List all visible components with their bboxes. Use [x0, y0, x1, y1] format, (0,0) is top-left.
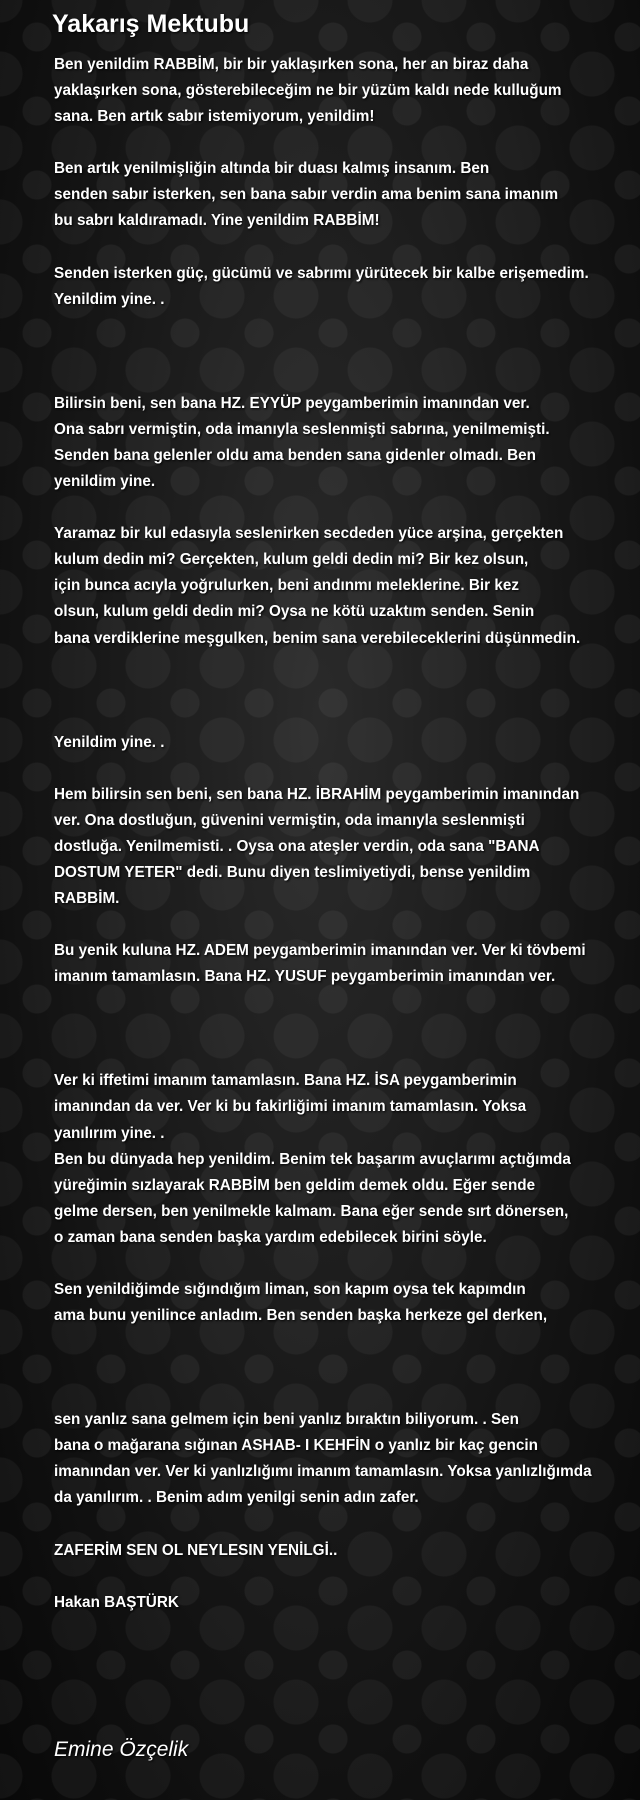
poem-stanza: Ben yenildim RABBİM, bir bir yaklaşırken sona, her an biraz daha yaklaşırken sona, gösterebileceğim ne bir yüzüm kaldı nede kulluğum sana. Ben artık sabır istemiyorum, yenildim! — [54, 56, 562, 126]
poem-stanza: Yaramaz bir kul edasıyla seslenirken secdeden yüce arşina, gerçekten kulum dedin mi? Gerçekten, kulum geldi dedin mi? Bir kez olsun, için bunca acıyla yoğrulurken, beni andınmı meleklerine. Bir kez olsun, kulum geldi dedin mi? Oysa ne kötü uzaktım senden. Senin bana verdiklerine meşgulken, benim sana verebileceklerini düşünmedin. — [54, 525, 581, 647]
poem-stanza: sen yanlız sana gelmem için beni yanlız bıraktın biliyorum. . Sen bana o mağarana sığınan ASHAB- I KEHFİN o yanlız bir kaç gencin imanından ver. Ver ki yanlızlığımı imanım tamamlasın. Yoksa yanlızlığımda da yanılırım. . Benim adım yenilgi senin adın zafer. — [54, 1411, 592, 1507]
stanza-gap — [54, 756, 634, 782]
stanza-gap — [54, 235, 634, 261]
poem-author: Hakan BAŞTÜRK — [54, 1593, 179, 1611]
stanza-gap — [54, 1329, 634, 1407]
poem-closing-line: ZAFERİM SEN OL NEYLESIN YENİLGİ.. — [54, 1541, 338, 1559]
poem-stanza: Ver ki iffetimi imanım tamamlasın. Bana HZ. İSA peygamberimin imanından da ver. Ver ki bu fakirliğimi imanım tamamlasın. Yoksa yanılırım yine. . Ben bu dünyada hep yenildim. Benim tek başarım avuçlarımı açtığımda yüreğimin sızlayarak RABBİM ben geldim demek oldu. Eğer sende gelme dersen, ben yenilmekle kalmam. Bana eğer sende sırt dönersen, o zaman bana senden başka yardım edebilecek birini söyle. — [54, 1072, 571, 1246]
poem-stanza: Bu yenik kuluna HZ. ADEM peygamberimin imanından ver. Ver ki tövbemi imanım tamamlasın. Bana HZ. YUSUF peygamberimin imanından ver. — [54, 942, 586, 986]
stanza-gap — [54, 313, 634, 391]
stanza-gap — [54, 130, 634, 156]
stanza-gap — [54, 652, 634, 730]
stanza-gap — [54, 1251, 634, 1277]
stanza-gap — [54, 1564, 634, 1590]
poem-stanza: Ben artık yenilmişliğin altında bir duası kalmış insanım. Ben senden sabır isterken, sen bana sabır verdin ama benim sana imanım bu sabrı kaldıramadı. Yine yenildim RABBİM! — [54, 160, 559, 230]
poem-stanza: Hem bilirsin sen beni, sen bana HZ. İBRAHİM peygamberimin imanından ver. Ona dostluğun, güvenini vermiştin, oda imanıyla seslenmişti dostluğa. Yenilmemisti. . Oysa ona ateşler verdin, oda sana "BANA DOSTUM YETER" dedi. Bunu diyen teslimiyetiydi, bense yenildim RABBİM. — [54, 785, 580, 908]
poem-stanza: Sen yenildiğimde sığındığım liman, son kapım oysa tek kapımdın ama bunu yenilince anladım. Ben senden başka herkeze gel derken, — [54, 1281, 548, 1325]
poem-stanza: Bilirsin beni, sen bana HZ. EYYÜP peygamberimin imanından ver. Ona sabrı vermiştin, oda imanıyla seslenmişti sabrına, yenilmemişti. Senden bana gelenler oldu ama benden sana gidenler olmadı. Ben yenildim yine. — [54, 394, 550, 491]
stanza-gap — [54, 912, 634, 938]
poem-body — [54, 52, 634, 1616]
poem-title: Yakarış Mektubu — [52, 10, 250, 38]
stanza-gap — [54, 1512, 634, 1538]
submitted-by-name: Emine Özçelik — [54, 1738, 189, 1761]
poem-stanza: Yenildim yine. . — [54, 733, 165, 751]
stanza-gap — [54, 495, 634, 521]
poem-stanza: Senden isterken güç, gücümü ve sabrımı yürütecek bir kalbe erişemedim. Yenildim yine. . — [54, 264, 589, 308]
stanza-gap — [54, 990, 634, 1068]
